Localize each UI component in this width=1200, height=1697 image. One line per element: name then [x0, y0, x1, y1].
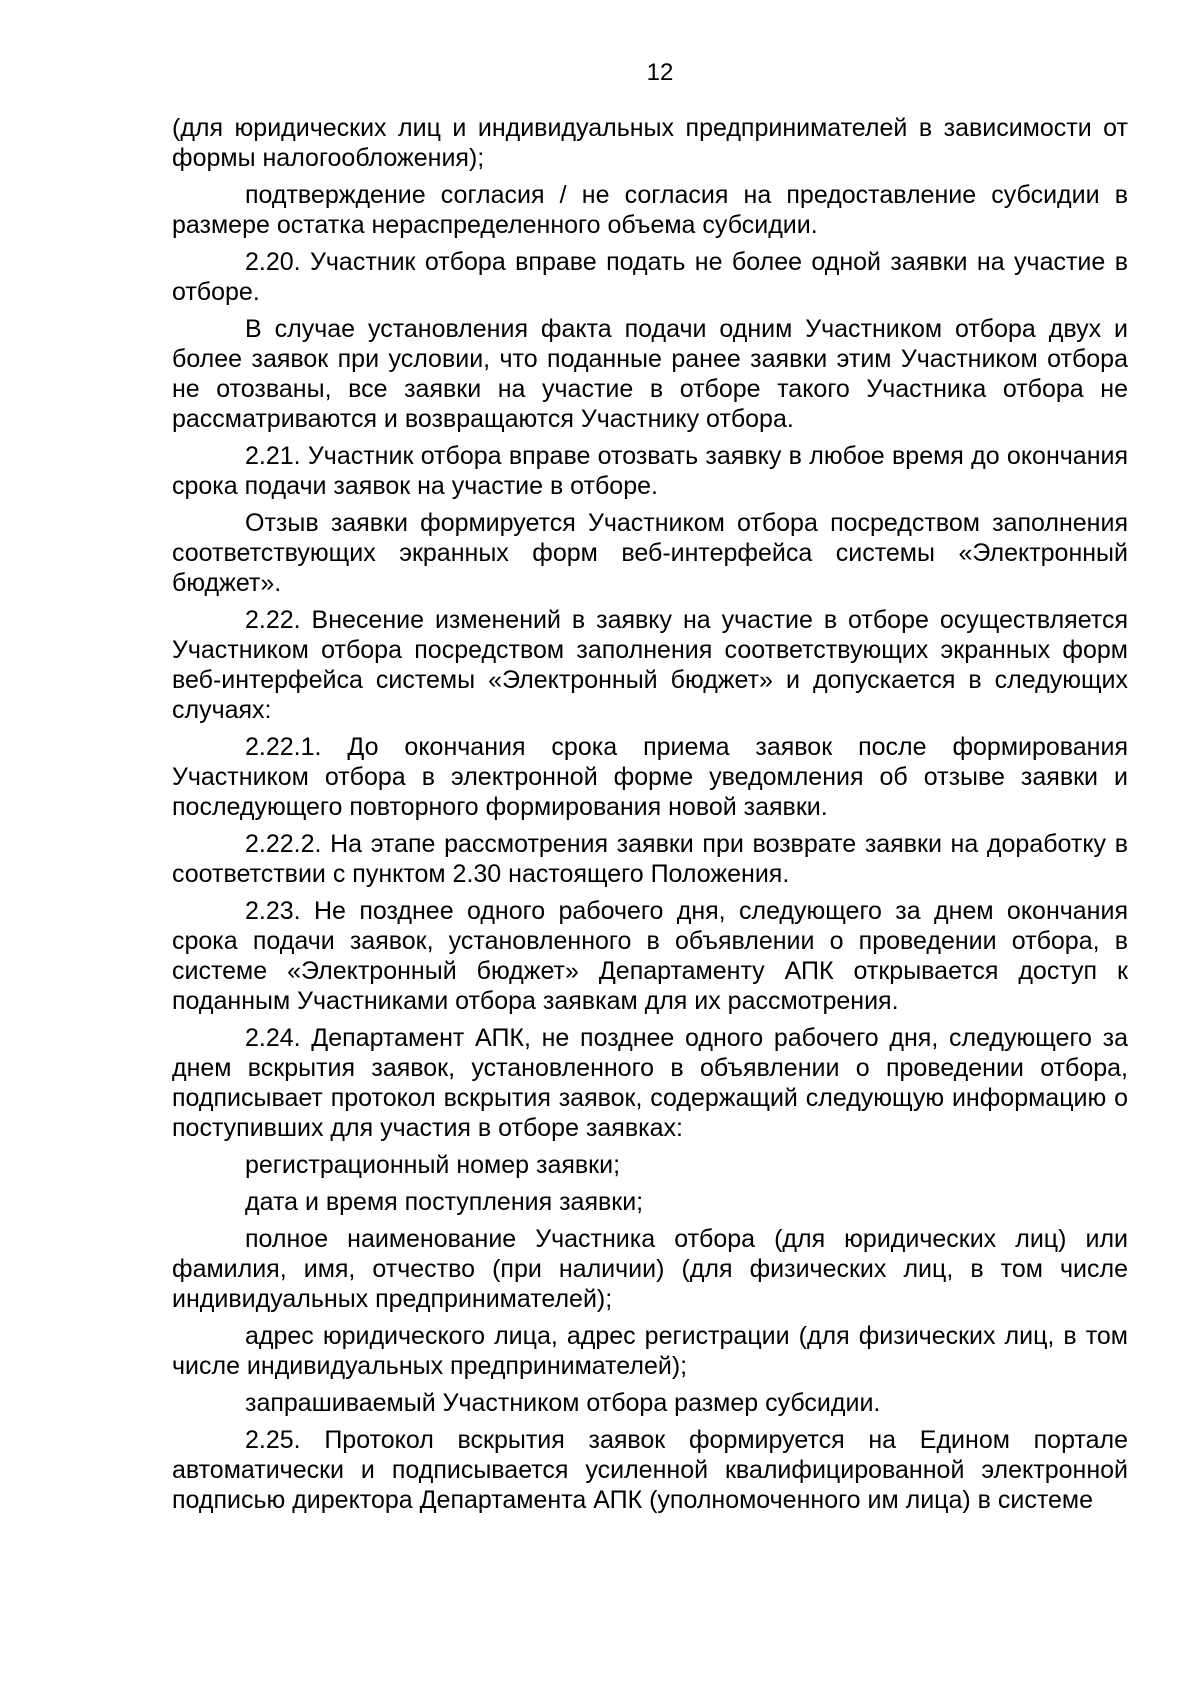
paragraph: 2.20. Участник отбора вправе подать не более одной заявки на участие в отборе.	[172, 248, 1128, 306]
paragraph: 2.23. Не позднее одного рабочего дня, следующего за днем окончания срока подачи заявок, установленного в объявлении о проведении отбора, в системе «Электронный бюджет» Департаменту АПК открывается доступ к поданным Участниками отбора заявкам для их рассмотрения.	[172, 897, 1128, 1015]
paragraph: регистрационный номер заявки;	[245, 1151, 621, 1179]
paragraph: дата и время поступления заявки;	[245, 1188, 644, 1216]
page-number: 12	[646, 59, 674, 86]
paragraph: запрашиваемый Участником отбора размер субсидии.	[245, 1389, 881, 1417]
paragraph: 2.21. Участник отбора вправе отозвать заявку в любое время до окончания срока подачи заявок на участие в отборе.	[172, 442, 1128, 500]
paragraph: подтверждение согласия / не согласия на предоставление субсидии в размере остатка нераспределенного объема субсидии.	[172, 181, 1128, 239]
paragraph: В случае установления факта подачи одним Участником отбора двух и более заявок при условии, что поданные ранее заявки этим Участником отбора не отозваны, все заявки на участие в отборе такого Участника отбора не рассматриваются и возвращаются Участнику отбора.	[172, 315, 1128, 433]
paragraph: 2.25. Протокол вскрытия заявок формируется на Едином портале автоматически и подписывается усиленной квалифицированной электронной подписью директора Департамента АПК (уполномоченного им лица) в системе	[172, 1426, 1128, 1514]
document-body	[172, 113, 1128, 1522]
paragraph: (для юридических лиц и индивидуальных предпринимателей в зависимости от формы налогообложения);	[172, 114, 1128, 172]
paragraph: 2.24. Департамент АПК, не позднее одного рабочего дня, следующего за днем вскрытия заявок, установленного в объявлении о проведении отбора, подписывает протокол вскрытия заявок, содержащий следующую информацию о поступивших для участия в отборе заявках:	[172, 1024, 1128, 1142]
paragraph: адрес юридического лица, адрес регистрации (для физических лиц, в том числе индивидуальных предпринимателей);	[172, 1322, 1128, 1380]
paragraph: полное наименование Участника отбора (для юридических лиц) или фамилия, имя, отчество (при наличии) (для физических лиц, в том числе индивидуальных предпринимателей);	[172, 1225, 1128, 1313]
paragraph: 2.22.1. До окончания срока приема заявок после формирования Участником отбора в электронной форме уведомления об отзыве заявки и последующего повторного формирования новой заявки.	[172, 733, 1128, 821]
paragraph: 2.22.2. На этапе рассмотрения заявки при возврате заявки на доработку в соответствии с пунктом 2.30 настоящего Положения.	[172, 830, 1128, 888]
paragraph: Отзыв заявки формируется Участником отбора посредством заполнения соответствующих экранных форм веб-интерфейса системы «Электронный бюджет».	[172, 509, 1128, 597]
paragraph: 2.22. Внесение изменений в заявку на участие в отборе осуществляется Участником отбора посредством заполнения соответствующих экранных форм веб-интерфейса системы «Электронный бюджет» и допускается в следующих случаях:	[172, 606, 1128, 724]
